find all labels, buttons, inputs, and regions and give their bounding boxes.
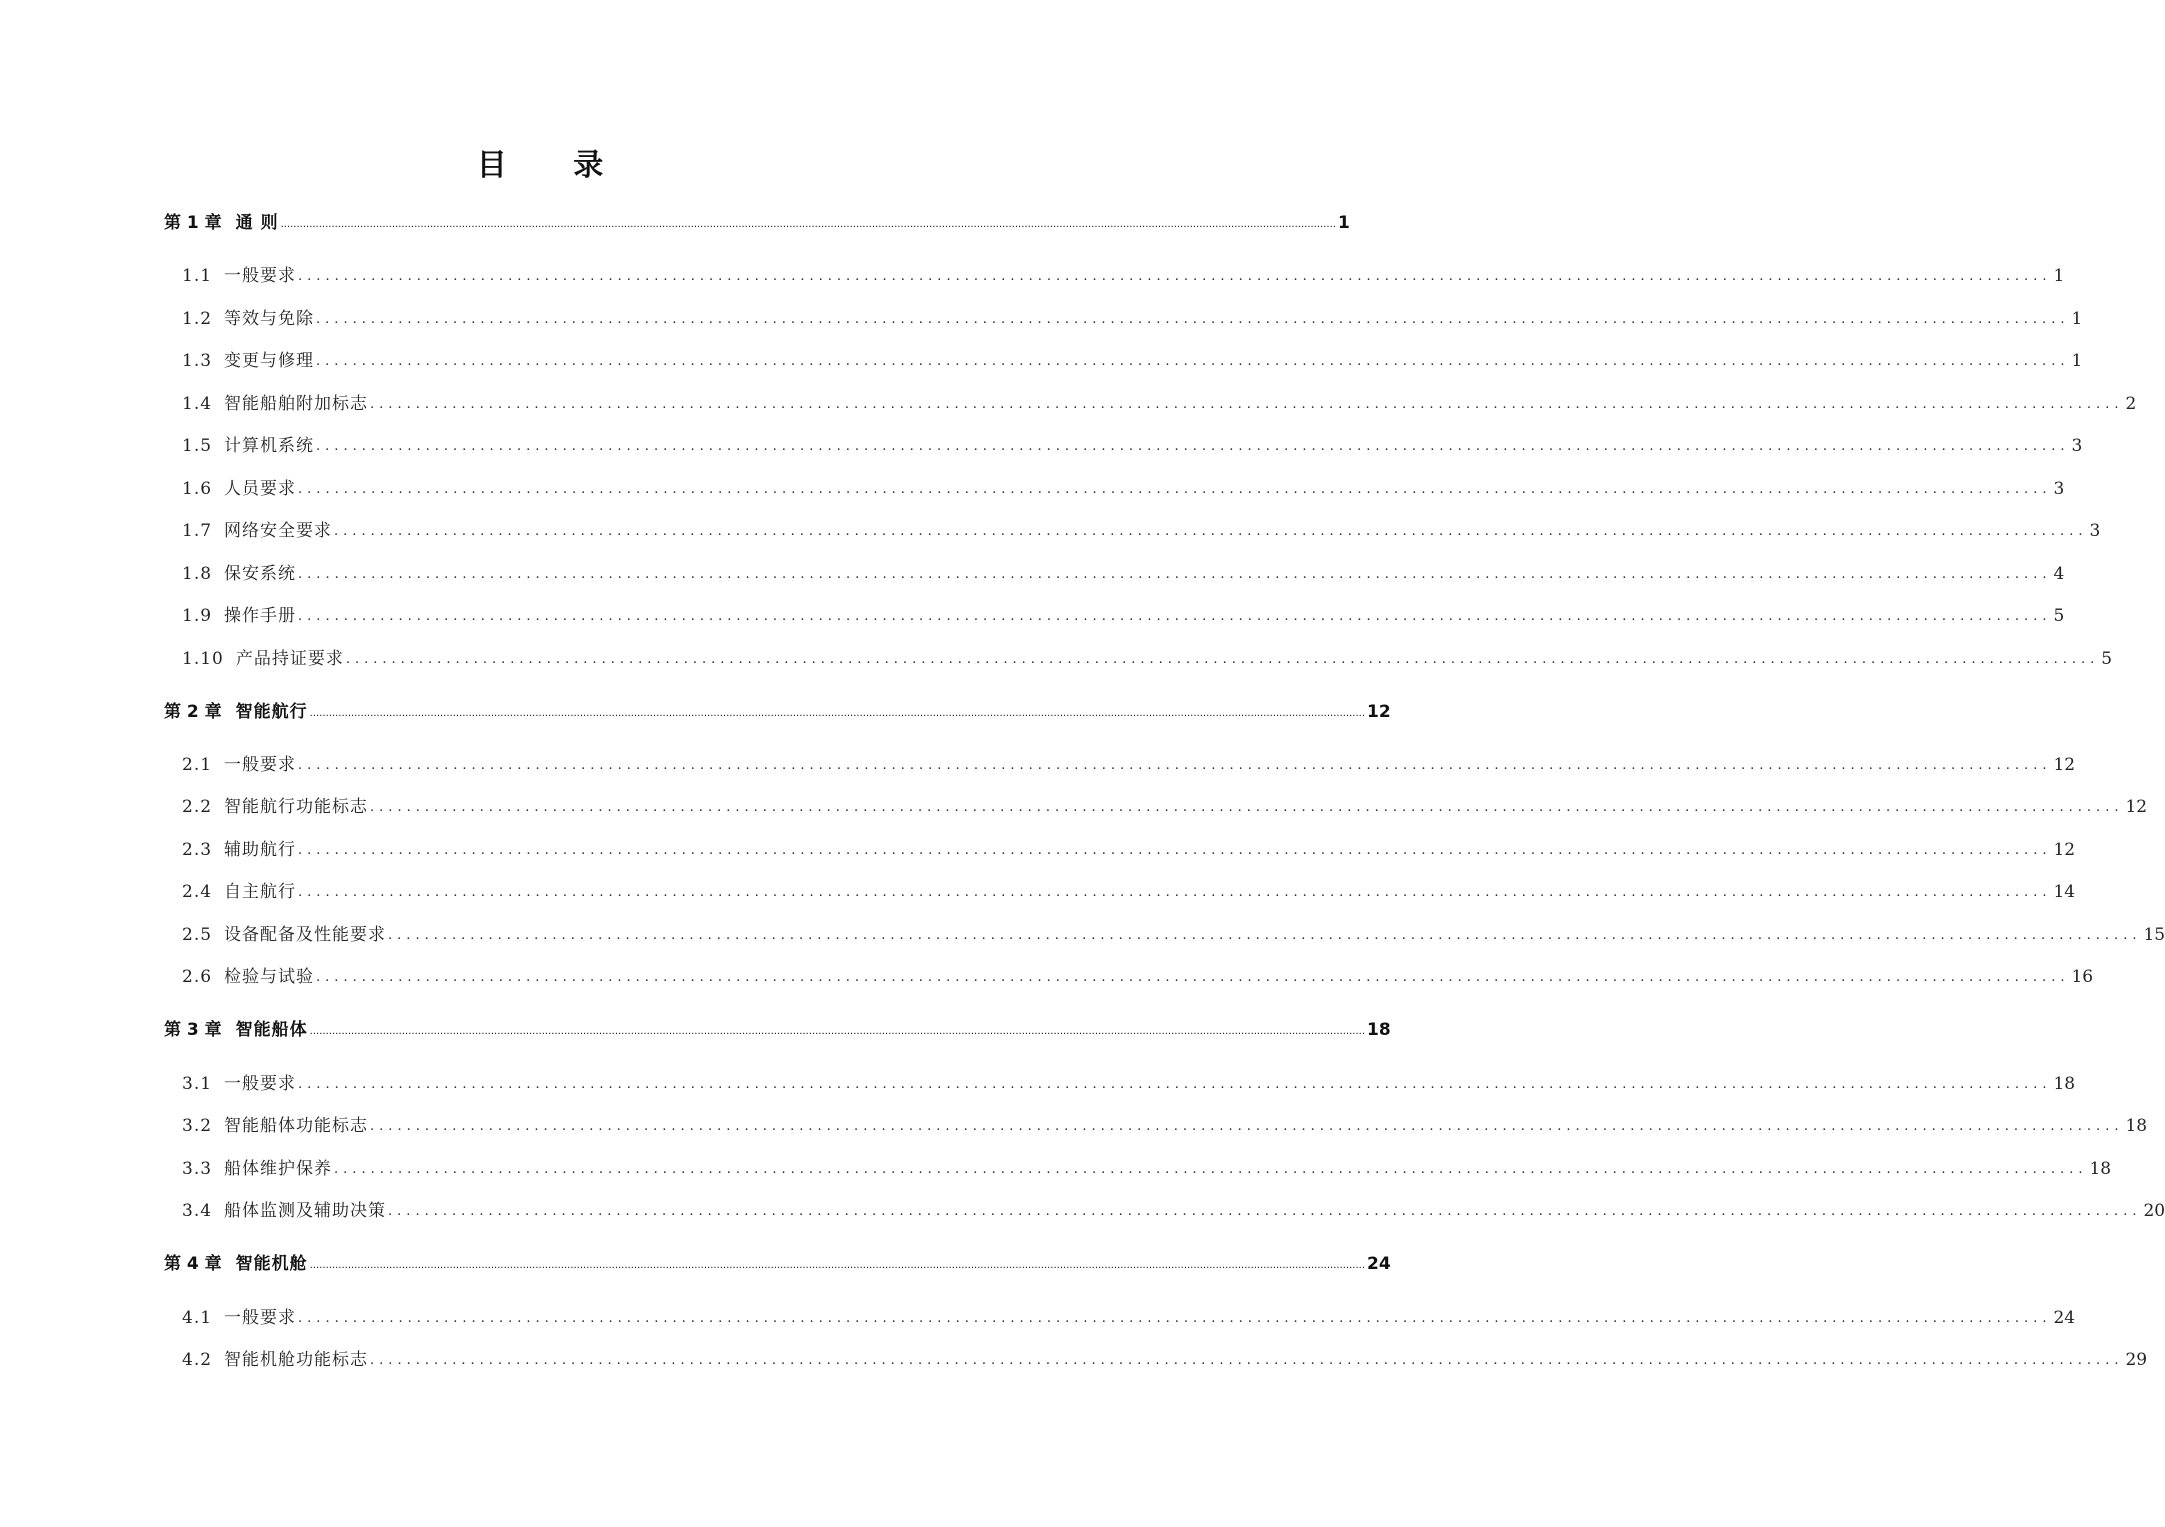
- section-number: 3.2: [182, 1116, 213, 1136]
- page-number: 29: [2125, 1350, 2148, 1370]
- dot-leader: ............................................................................................................................................................................................................................................................................................................................................: [280, 219, 1336, 230]
- section-title: 自主航行: [224, 882, 297, 902]
- section-number: 1.8: [182, 564, 213, 584]
- dot-leader: ................................................................................................................................................................................................: [298, 758, 2052, 773]
- section-title: 一般要求: [224, 266, 297, 286]
- section-title: 计算机系统: [224, 436, 315, 456]
- page-number: 18: [2089, 1159, 2112, 1179]
- toc-chapter[interactable]: [164, 1249, 1391, 1274]
- page-number: 1: [2071, 351, 2083, 371]
- section-number: 3.4: [182, 1201, 213, 1221]
- section-number: 3.3: [182, 1159, 213, 1179]
- page-number: 12: [2125, 797, 2148, 817]
- toc-section[interactable]: [182, 261, 2065, 286]
- page-number: 18: [2125, 1116, 2148, 1136]
- section-title: 智能船舶附加标志: [224, 394, 369, 414]
- section-number: 2.5: [182, 925, 213, 945]
- dot-leader: ................................................................................................................................................................................................: [316, 439, 2070, 454]
- section-number: 1.7: [182, 521, 213, 541]
- section-number: 1.9: [182, 606, 213, 626]
- section-number: 2.4: [182, 882, 213, 902]
- dot-leader: ................................................................................................................................................................................................: [298, 843, 2052, 858]
- section-title: 智能机舱功能标志: [224, 1350, 369, 1370]
- page-number: 20: [2143, 1201, 2165, 1221]
- toc-section[interactable]: [182, 750, 2076, 775]
- dot-leader: ................................................................................................................................................................................................: [345, 652, 2100, 667]
- section-title: 一般要求: [224, 1074, 297, 1094]
- page-number: 3: [2071, 436, 2083, 456]
- page-number: 4: [2053, 564, 2065, 584]
- dot-leader: ................................................................................................................................................................................................: [316, 312, 2070, 327]
- toc-section[interactable]: [182, 962, 2094, 987]
- dot-leader: ................................................................................................................................................................................................: [334, 1162, 2088, 1177]
- chapter-number: 第 3 章: [164, 1020, 222, 1040]
- toc-section[interactable]: [182, 1069, 2076, 1094]
- toc-chapter[interactable]: [164, 1015, 1391, 1040]
- page-number: 1: [1337, 213, 1350, 233]
- dot-leader: ................................................................................................................................................................................................: [298, 609, 2052, 624]
- section-number: 1.10: [182, 649, 224, 669]
- section-number: 1.2: [182, 309, 213, 329]
- page-title: 目 录: [476, 148, 632, 183]
- section-number: 4.1: [182, 1308, 213, 1328]
- page-number: 12: [2053, 840, 2076, 860]
- section-number: 1.4: [182, 394, 213, 414]
- toc-section[interactable]: [182, 601, 2065, 626]
- toc-chapter[interactable]: [164, 208, 1350, 233]
- toc-section[interactable]: [182, 792, 2148, 817]
- section-number: 2.6: [182, 967, 213, 987]
- dot-leader: ................................................................................................................................................................................................: [370, 397, 2124, 412]
- page-number: 16: [2071, 967, 2094, 987]
- toc-chapter[interactable]: [164, 697, 1391, 722]
- section-number: 1.5: [182, 436, 213, 456]
- toc-section[interactable]: [182, 835, 2076, 860]
- chapter-title: 智能航行: [235, 702, 308, 722]
- section-title: 保安系统: [224, 564, 297, 584]
- section-title: 网络安全要求: [224, 521, 333, 541]
- page-number: 12: [2053, 755, 2076, 775]
- page-number: 1: [2053, 266, 2065, 286]
- dot-leader: ................................................................................................................................................................................................: [298, 567, 2052, 582]
- section-title: 辅助航行: [224, 840, 297, 860]
- page-number: 24: [1367, 1254, 1391, 1274]
- toc-section[interactable]: [182, 1111, 2148, 1136]
- section-number: 1.3: [182, 351, 213, 371]
- dot-leader: ................................................................................................................................................................................................: [334, 524, 2088, 539]
- page-number: 18: [2053, 1074, 2076, 1094]
- toc-section[interactable]: [182, 431, 2083, 456]
- page-number: 5: [2053, 606, 2065, 626]
- chapter-number: 第 4 章: [164, 1254, 222, 1274]
- section-title: 等效与免除: [224, 309, 315, 329]
- section-title: 设备配备及性能要求: [224, 925, 387, 945]
- section-number: 2.1: [182, 755, 213, 775]
- chapter-title: 智能机舱: [235, 1254, 308, 1274]
- toc-section[interactable]: [182, 644, 2113, 669]
- section-number: 1.6: [182, 479, 213, 499]
- dot-leader: ................................................................................................................................................................................................: [298, 885, 2052, 900]
- page-number: 12: [1367, 702, 1391, 722]
- dot-leader: ............................................................................................................................................................................................................................................................................................................................................: [309, 708, 1366, 719]
- page-number: 15: [2143, 925, 2165, 945]
- section-number: 2.2: [182, 797, 213, 817]
- toc-section[interactable]: [182, 389, 2137, 414]
- toc-section[interactable]: [182, 474, 2065, 499]
- dot-leader: ................................................................................................................................................................................................: [298, 1077, 2052, 1092]
- page-number: 18: [1367, 1020, 1391, 1040]
- page-number: 1: [2071, 309, 2083, 329]
- page-number: 5: [2101, 649, 2113, 669]
- section-number: 3.1: [182, 1074, 213, 1094]
- toc-section[interactable]: [182, 877, 2076, 902]
- section-title: 一般要求: [224, 755, 297, 775]
- section-number: 1.1: [182, 266, 213, 286]
- page-number: 24: [2053, 1308, 2076, 1328]
- page-number: 14: [2053, 882, 2076, 902]
- dot-leader: ................................................................................................................................................................................................: [370, 800, 2124, 815]
- dot-leader: ................................................................................................................................................................................................: [388, 1204, 2142, 1219]
- dot-leader: ................................................................................................................................................................................................: [316, 970, 2070, 985]
- page-number: 3: [2053, 479, 2065, 499]
- page-number: 2: [2125, 394, 2137, 414]
- dot-leader: ................................................................................................................................................................................................: [388, 928, 2142, 943]
- dot-leader: ................................................................................................................................................................................................: [298, 269, 2052, 284]
- dot-leader: ................................................................................................................................................................................................: [370, 1119, 2124, 1134]
- chapter-number: 第 1 章: [164, 213, 222, 233]
- section-number: 4.2: [182, 1350, 213, 1370]
- section-number: 2.3: [182, 840, 213, 860]
- section-title: 检验与试验: [224, 967, 315, 987]
- dot-leader: ................................................................................................................................................................................................: [316, 354, 2070, 369]
- chapter-title: 智能船体: [235, 1020, 308, 1040]
- chapter-number: 第 2 章: [164, 702, 222, 722]
- section-title: 智能航行功能标志: [224, 797, 369, 817]
- section-title: 船体维护保养: [224, 1159, 333, 1179]
- section-title: 智能船体功能标志: [224, 1116, 369, 1136]
- section-title: 一般要求: [224, 1308, 297, 1328]
- toc-section[interactable]: [182, 346, 2083, 371]
- toc-section[interactable]: [182, 559, 2065, 584]
- section-title: 操作手册: [224, 606, 297, 626]
- section-title: 人员要求: [224, 479, 297, 499]
- toc-section[interactable]: [182, 920, 2165, 945]
- dot-leader: ............................................................................................................................................................................................................................................................................................................................................: [309, 1026, 1366, 1037]
- dot-leader: ................................................................................................................................................................................................: [370, 1353, 2124, 1368]
- chapter-title: 通 则: [235, 213, 279, 233]
- page-number: 3: [2089, 521, 2101, 541]
- toc-section[interactable]: [182, 1303, 2076, 1328]
- section-title: 船体监测及辅助决策: [224, 1201, 387, 1221]
- toc-section[interactable]: [182, 304, 2083, 329]
- toc-section[interactable]: [182, 1154, 2112, 1179]
- toc-section[interactable]: [182, 1345, 2148, 1370]
- section-title: 产品持证要求: [235, 649, 344, 669]
- section-title: 变更与修理: [224, 351, 315, 371]
- dot-leader: ................................................................................................................................................................................................: [298, 1311, 2052, 1326]
- dot-leader: ................................................................................................................................................................................................: [298, 482, 2052, 497]
- toc-section[interactable]: [182, 516, 2101, 541]
- toc-section[interactable]: [182, 1196, 2165, 1221]
- dot-leader: ............................................................................................................................................................................................................................................................................................................................................: [309, 1260, 1366, 1271]
